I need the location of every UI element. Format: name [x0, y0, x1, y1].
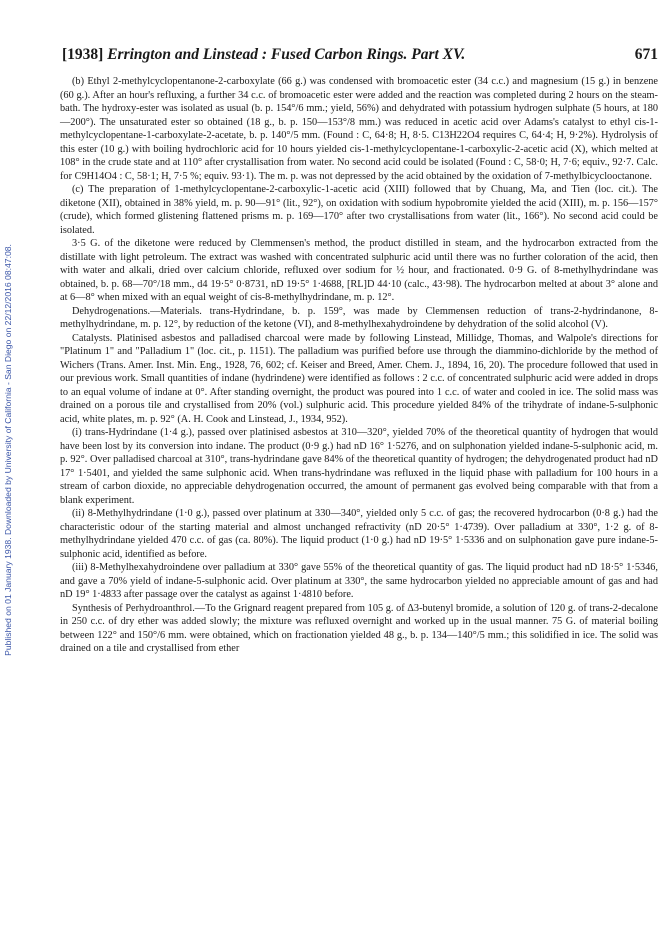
page-header [62, 46, 658, 68]
page-number: 671 [634, 46, 658, 63]
paragraph: (iii) 8-Methylhexahydroindene over palladium at 330° gave 55% of the theoretical quantity of gas. The liquid product had nD 18·5° 1·5346, and gave a 70% yield of indane-5-sulphonic acid. Over platinum at 330°, the same hydrocarbon yielded no appreciable amount of gas and had nD 19° 1·4833 after passage over the catalyst as against 1·4810 before. [60, 562, 658, 600]
paragraph: (ii) 8-Methylhydrindane (1·0 g.), passed over platinum at 330—340°, yielded only 5 c.c. of gas; the recovered hydrocarbon (0·8 g.) had the characteristic odour of the starting material and almost unchanged refractivity (nD 20·5° 1·4739). Over palladium at 330°, 1·2 g. of 8-methylhydrindane yielded 470 c.c. of gas (ca. 80%). The liquid product (1·0 g.) had nD 19·5° 1·5336 and on sulphonation gave pure indane-5-sulphonic acid, identified as before. [60, 508, 658, 560]
download-notice-text: Published on 01 January 1938. Downloaded by University of California - San Diego on 22/12/2016 08:47:08. [3, 244, 13, 656]
body-text [60, 75, 658, 656]
paragraph: Dehydrogenations.—Materials. trans-Hydrindane, b. p. 159°, was made by Clemmensen reduction of trans-2-hydrindanone, 8-methylhydrindane, m. p. 12°, by reduction of the ketone (VI), and 8-methylhexahydroindene by dehydration of the solid alcohol (V). [60, 305, 658, 330]
paragraph: (i) trans-Hydrindane (1·4 g.), passed over platinised asbestos at 310—320°, yielded 70% of the theoretical quantity of hydrogen that would have been lost by its conversion into indane. The product (0·9 g.) had nD 16° 1·5276, and on sulphonation yielded indane-5-sulphonic acid, m. p. 92°. Over palladised charcoal at 310°, trans-hydrindane gave 84% of the theoretical quantity of hydrogen; the dehydrogenated product had nD 17° 1·5401, and yielded the same sulphonic acid. When trans-hydrindane was refluxed in the liquid phase with palladium for 100 hours in a stream of carbon dioxide, no appreciable dehydrogenation occurred, the amount of permanent gas evolved being comparable with that from a blank experiment. [60, 427, 658, 506]
year: [1938] [62, 46, 104, 63]
running-head [62, 46, 465, 64]
paragraph: Synthesis of Perhydroanthrol.—To the Grignard reagent prepared from 105 g. of Δ3-butenyl bromide, a solution of 120 g. of trans-2-decalone in 250 c.c. of dry ether was added slowly; the mixture was refluxed overnight and worked up in the usual manner. 75 G. of material boiling between 122° and 150°/6 mm. were obtained, which on fractionation yielded 48 g., b. p. 134—140°/5 mm.; this solidified in ice. The solid was drained on a tile and crystallised from ether [60, 602, 658, 654]
paragraph: (b) Ethyl 2-methylcyclopentanone-2-carboxylate (66 g.) was condensed with bromoacetic ester (34 c.c.) and magnesium (15 g.) in benzene (60 g.). After an hour's refluxing, a further 34 c.c. of bromoacetic ester were added and the reaction was completed during 2 hours on the steam-bath. The hydroxy-ester was isolated as usual (b. p. 154°/6 mm.; yield, 56%) and dehydrated with potassium hydrogen sulphate (5 hours, at 180—200°). The unsaturated ester so obtained (18 g., b. p. 150—153°/8 mm.) was reduced in acetic acid over Adams's catalyst to ethyl cis-1-methylcyclopentane-1-carboxylate-2-acetate, b. p. 140°/5 mm. (Found : C, 64·8; H, 8·5. C13H22O4 requires C, 64·4; H, 9·2%). Hydrolysis of this ester (10 g.) with boiling hydrochloric acid for 10 hours yielded cis-1-methylcyclopentane-1-carboxylic-2-acetic acid (X), which melted at 108° in the crude state and at 110° after crystallisation from water. No second acid could be isolated (Found : C, 58·0; H, 7·6; equiv., 92·7. Calc. for C9H14O4 : C, 58·1; H, 7·5 %; equiv. 93·1). The m. p. was not depressed by the acid obtained by the oxidation of 7-methylbicyclooctanone. [60, 76, 658, 182]
download-notice [0, 120, 16, 780]
paragraph: (c) The preparation of 1-methylcyclopentane-2-carboxylic-1-acetic acid (XIII) followed that by Chuang, Ma, and Tien (loc. cit.). The diketone (XII), obtained in 38% yield, m. p. 90—91° (lit., 92°), on oxidation with sodium hypobromite yielded the acid (XIII), m. p. 156—157° (crude), which formed glistening flattened prisms m. p. 169—170° after two crystallisations from water (lit., 166°). No second acid could be isolated. [60, 184, 658, 236]
paragraph: 3·5 G. of the diketone were reduced by Clemmensen's method, the product distilled in steam, and the hydrocarbon extracted from the distillate with light petroleum. The extract was washed with concentrated sulphuric acid until there was no further coloration of the acid, then with water and alkali, dried over calcium chloride, refluxed over sodium for ½ hour, and fractionated. 0·9 G. of 8-methylhydrindane was obtained, b. p. 68—70°/18 mm., d4 19·5° 0·8731, nD 19·5° 1·4688, [RL]D 44·10 (calc., 43·98). The hydrocarbon melted at about 3° alone and at 6—8° when mixed with an equal weight of cis-8-methylhydrindane, m. p. 12°. [60, 238, 658, 303]
paragraph: Catalysts. Platinised asbestos and palladised charcoal were made by following Linstead, Millidge, Thomas, and Walpole's directions for "Platinum 1" and "Palladium 1" (loc. cit., p. 1151). The palladium was purified before use through the diammino-dichloride by the method of Wichers (Trans. Amer. Inst. Min. Eng., 1928, 76, 602; cf. Keiser and Breed, Amer. Chem. J., 1894, 16, 20). The procedure followed that used in our previous work. Small quantities of indane (hydrindene) were identified as follows : 2 c.c. of concentrated sulphuric acid were added in drops to an equal volume of indane at 0°. After standing overnight, the product was poured into 1 c.c. of water and cooled in ice. The solid mass was drained on a porous tile and crystallised from 20% (vol.) sulphuric acid. This procedure yielded 84% of the trihydrate of indane-5-sulphonic acid, white plates, m. p. 92° (A. H. Cook and Linstead, J., 1934, 952). [60, 332, 658, 425]
running-title: Errington and Linstead : Fused Carbon Rings. Part XV. [107, 46, 466, 63]
